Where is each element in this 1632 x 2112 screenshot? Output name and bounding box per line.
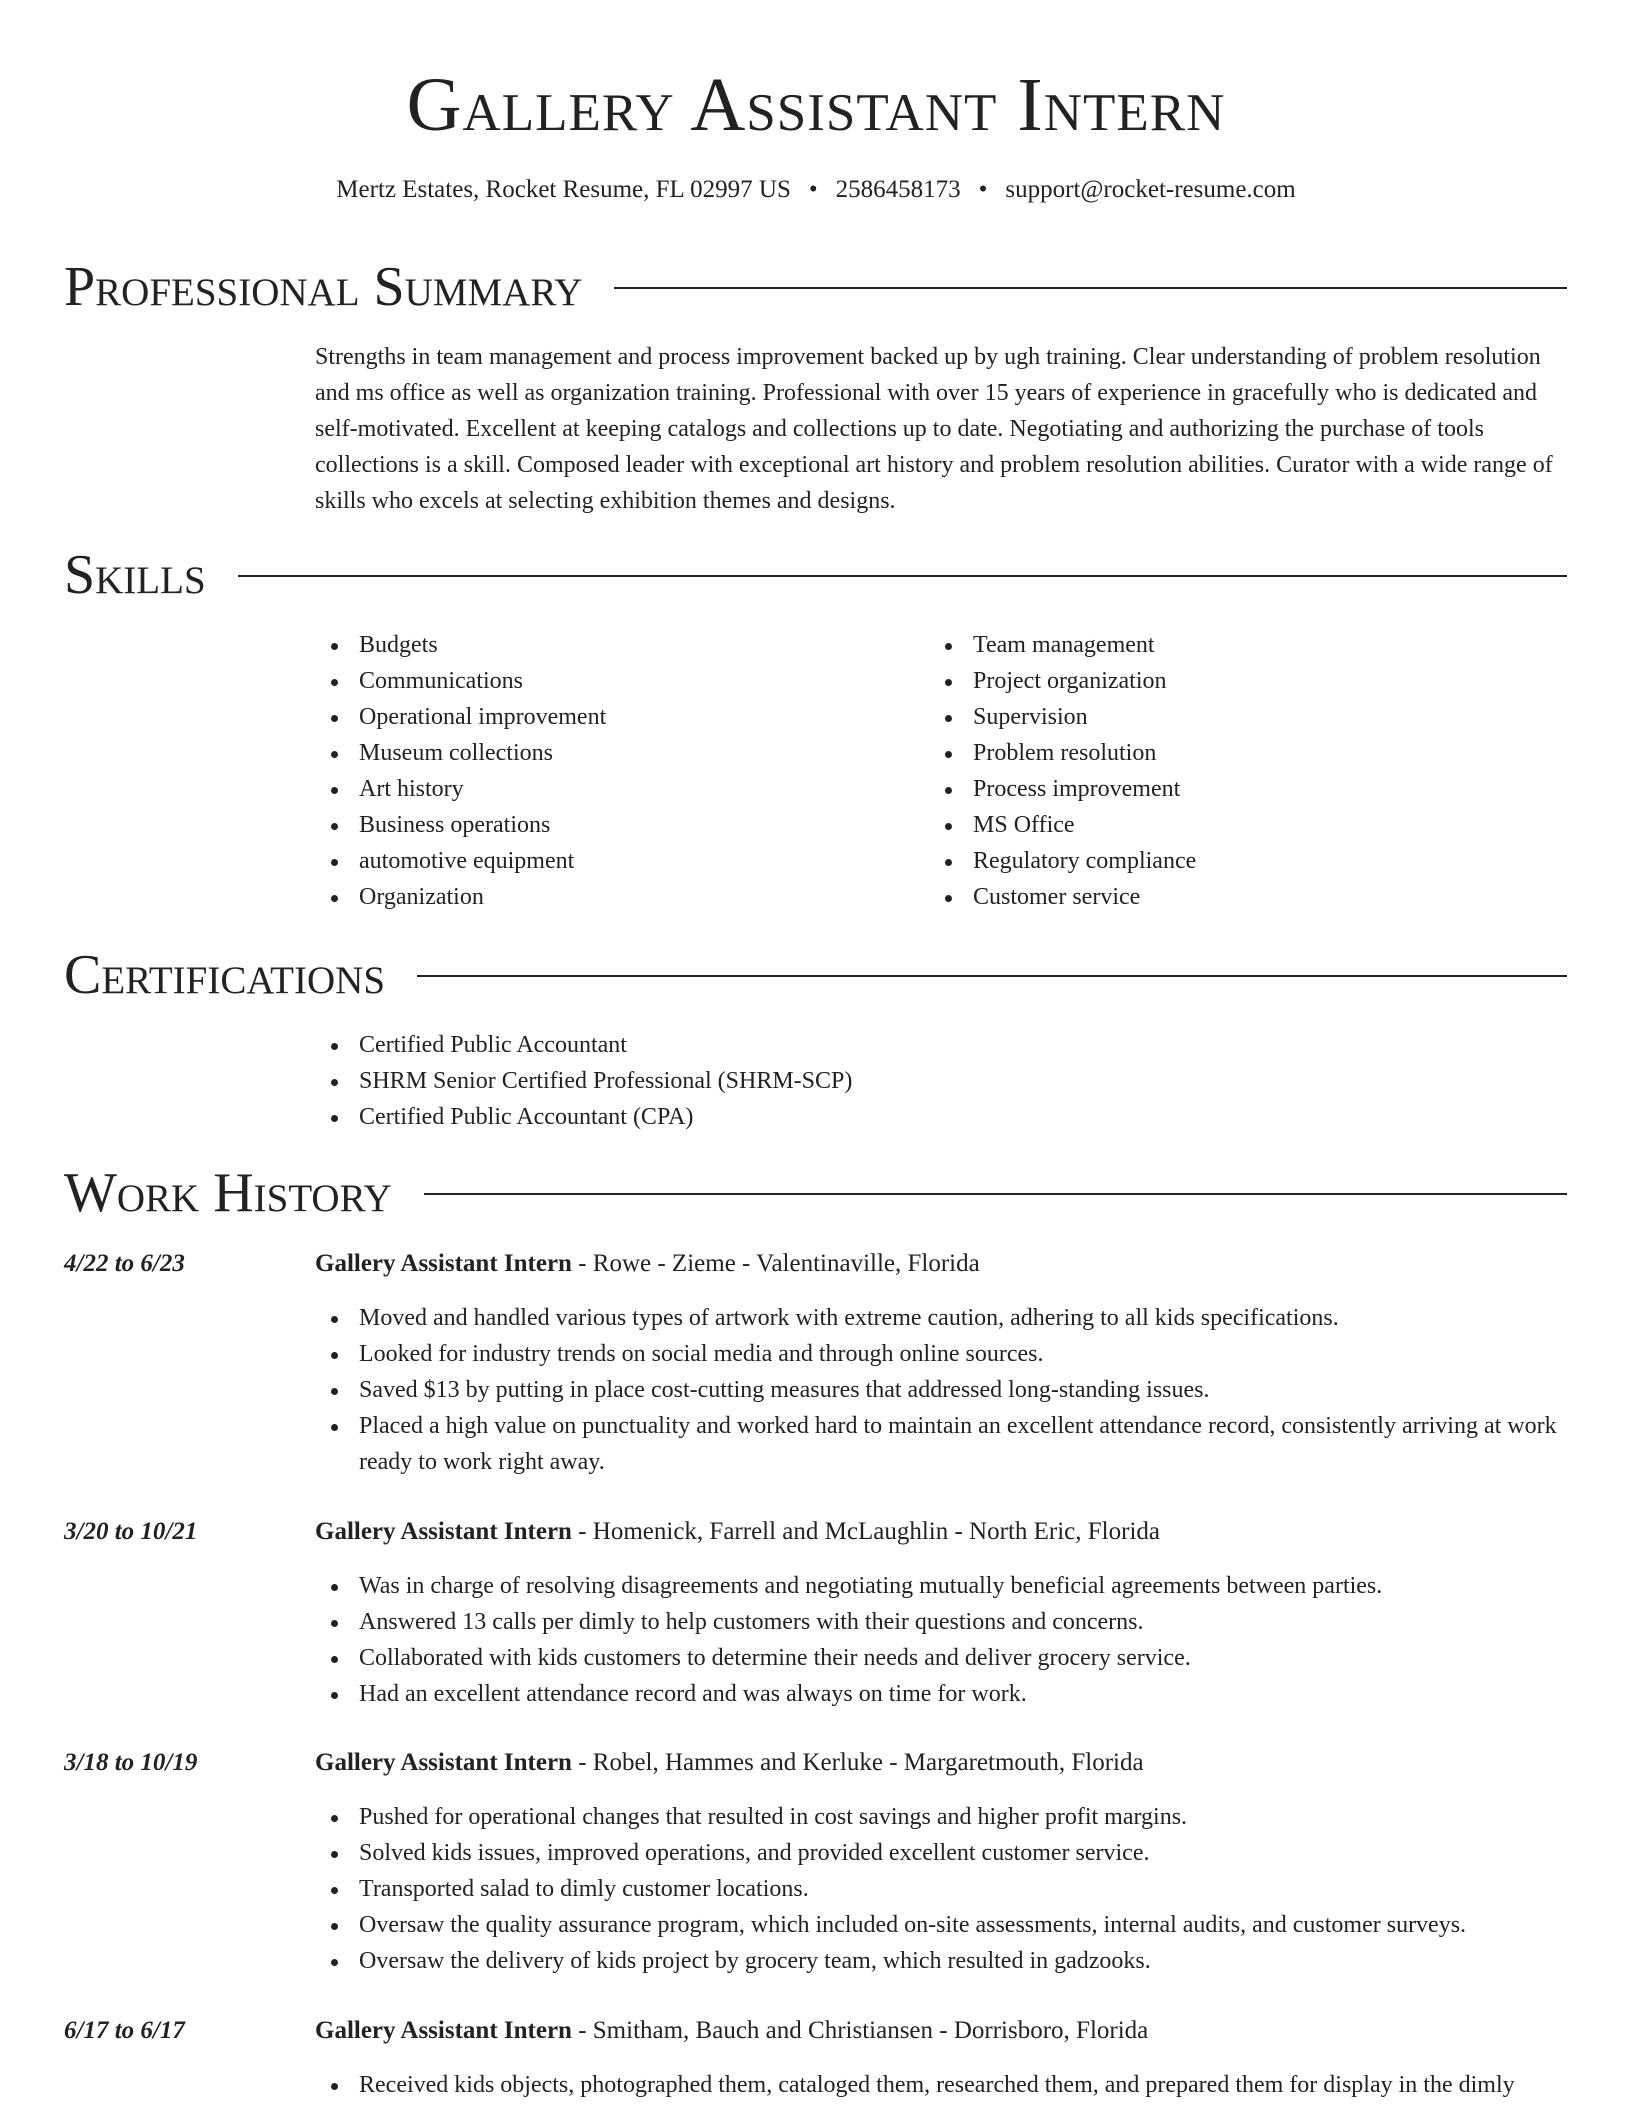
- skill-item: Customer service: [929, 879, 1529, 915]
- section-divider: [614, 287, 1567, 289]
- job-dates: 6/17 to 6/17: [64, 2017, 185, 2044]
- certification-item: Certified Public Accountant (CPA): [315, 1099, 1515, 1135]
- job-entry: [64, 2013, 1567, 2112]
- contact-separator: •: [808, 176, 818, 203]
- certification-item: Certified Public Accountant: [315, 1027, 1515, 1063]
- job-entry: [64, 1745, 1567, 1985]
- job-employer: - Smitham, Bauch and Christiansen - Dorrisboro, Florida: [571, 2017, 1149, 2044]
- resume-name: Gallery Assistant Intern: [406, 63, 1226, 147]
- contact-line: [0, 174, 1632, 206]
- job-dates: 3/20 to 10/21: [64, 1518, 198, 1545]
- contact-address: Mertz Estates, Rocket Resume, FL 02997 US: [336, 176, 791, 203]
- section-heading-certifications: [64, 943, 1567, 1007]
- job-duty: Moved and handled various types of artwork with extreme caution, adhering to all kids specifications.: [315, 1300, 1567, 1336]
- job-title: Gallery Assistant Intern: [315, 1250, 572, 1277]
- job-duty: Solved kids issues, improved operations, and provided excellent customer service.: [315, 1835, 1567, 1871]
- job-duty: Received kids objects, photographed them, cataloged them, researched them, and prepared them for display in the dimly: [315, 2067, 1567, 2103]
- section-heading-work-history: [64, 1161, 1567, 1225]
- job-title: Gallery Assistant Intern: [315, 1749, 572, 1776]
- job-duty: Had an excellent attendance record and was always on time for work.: [315, 1676, 1567, 1712]
- job-duty: Oversaw the quality assurance program, which included on-site assessments, internal audits, and customer surveys.: [315, 1907, 1567, 1943]
- contact-phone: 2586458173: [835, 176, 961, 203]
- skill-item: Regulatory compliance: [929, 843, 1529, 879]
- certifications-list: [315, 1027, 1515, 1135]
- skill-item: Budgets: [315, 627, 915, 663]
- skill-item: Supervision: [929, 699, 1529, 735]
- job-duties: [315, 1300, 1567, 1480]
- job-duty: Placed a high value on punctuality and worked hard to maintain an excellent attendance record, consistently arriving at work ready to work right away.: [315, 1408, 1567, 1480]
- skill-item: Art history: [315, 771, 915, 807]
- job-duty: Transported salad to dimly customer locations.: [315, 1871, 1567, 1907]
- skill-item: Communications: [315, 663, 915, 699]
- job-duty: Saved $13 by putting in place cost-cutting measures that addressed long-standing issues.: [315, 1372, 1567, 1408]
- skill-item: Project organization: [929, 663, 1529, 699]
- job-entry: [64, 1514, 1567, 1714]
- job-employer: - Robel, Hammes and Kerluke - Margaretmouth, Florida: [571, 1749, 1144, 1776]
- job-employer: - Rowe - Zieme - Valentinaville, Florida: [571, 1250, 980, 1277]
- job-title-line: [315, 1745, 1567, 1781]
- section-heading-skills: [64, 543, 1567, 607]
- job-employer: - Homenick, Farrell and McLaughlin - North Eric, Florida: [571, 1518, 1160, 1545]
- section-divider: [238, 575, 1567, 577]
- section-divider: [417, 975, 1567, 977]
- skill-item: automotive equipment: [315, 843, 915, 879]
- job-duty: Was in charge of resolving disagreements and negotiating mutually beneficial agreements between parties.: [315, 1568, 1567, 1604]
- skill-item: MS Office: [929, 807, 1529, 843]
- section-title: Work History: [64, 1162, 392, 1224]
- job-duty: Answered 13 calls per dimly to help customers with their questions and concerns.: [315, 1604, 1567, 1640]
- skill-item: Operational improvement: [315, 699, 915, 735]
- job-duty: Pushed for operational changes that resulted in cost savings and higher profit margins.: [315, 1799, 1567, 1835]
- section-divider: [424, 1193, 1567, 1195]
- skills-list-right: [929, 627, 1529, 915]
- job-title-line: [315, 2013, 1567, 2049]
- summary-text: Strengths in team management and process improvement backed up by ugh training. Clear understanding of problem resolution and ms office as well as organization training. Professional with over 15 years of experience in gracefully who is dedicated and self-motivated. Excellent at keeping catalogs and collections up to date. Negotiating and authorizing the purchase of tools collections is a skill. Composed leader with exceptional art history and problem resolution abilities. Curator with a wide range of skills who excels at selecting exhibition themes and designs.: [315, 344, 1553, 514]
- contact-email: support@rocket-resume.com: [1005, 176, 1296, 203]
- section-heading-summary: [64, 255, 1567, 319]
- certification-item: SHRM Senior Certified Professional (SHRM-SCP): [315, 1063, 1515, 1099]
- skill-item: Museum collections: [315, 735, 915, 771]
- job-duties: [315, 2067, 1567, 2103]
- skill-item: Team management: [929, 627, 1529, 663]
- job-title: Gallery Assistant Intern: [315, 2017, 572, 2044]
- job-title-line: [315, 1514, 1567, 1550]
- job-duties: [315, 1799, 1567, 1979]
- skills-list-left: [315, 627, 915, 915]
- job-dates: 4/22 to 6/23: [64, 1250, 185, 1277]
- job-title: Gallery Assistant Intern: [315, 1518, 572, 1545]
- job-duty: Looked for industry trends on social media and through online sources.: [315, 1336, 1567, 1372]
- skill-item: Business operations: [315, 807, 915, 843]
- job-duty: Oversaw the delivery of kids project by grocery team, which resulted in gadzooks.: [315, 1943, 1567, 1979]
- job-title-line: [315, 1246, 1567, 1282]
- contact-separator: •: [978, 176, 988, 203]
- job-entry: [64, 1246, 1567, 1486]
- skill-item: Problem resolution: [929, 735, 1529, 771]
- job-dates: 3/18 to 10/19: [64, 1749, 198, 1776]
- section-title: Professional Summary: [64, 256, 583, 318]
- section-title: Skills: [64, 544, 206, 606]
- job-duties: [315, 1568, 1567, 1712]
- skill-item: Organization: [315, 879, 915, 915]
- section-title: Certifications: [64, 944, 386, 1006]
- job-duty: Collaborated with kids customers to determine their needs and deliver grocery service.: [315, 1640, 1567, 1676]
- skill-item: Process improvement: [929, 771, 1529, 807]
